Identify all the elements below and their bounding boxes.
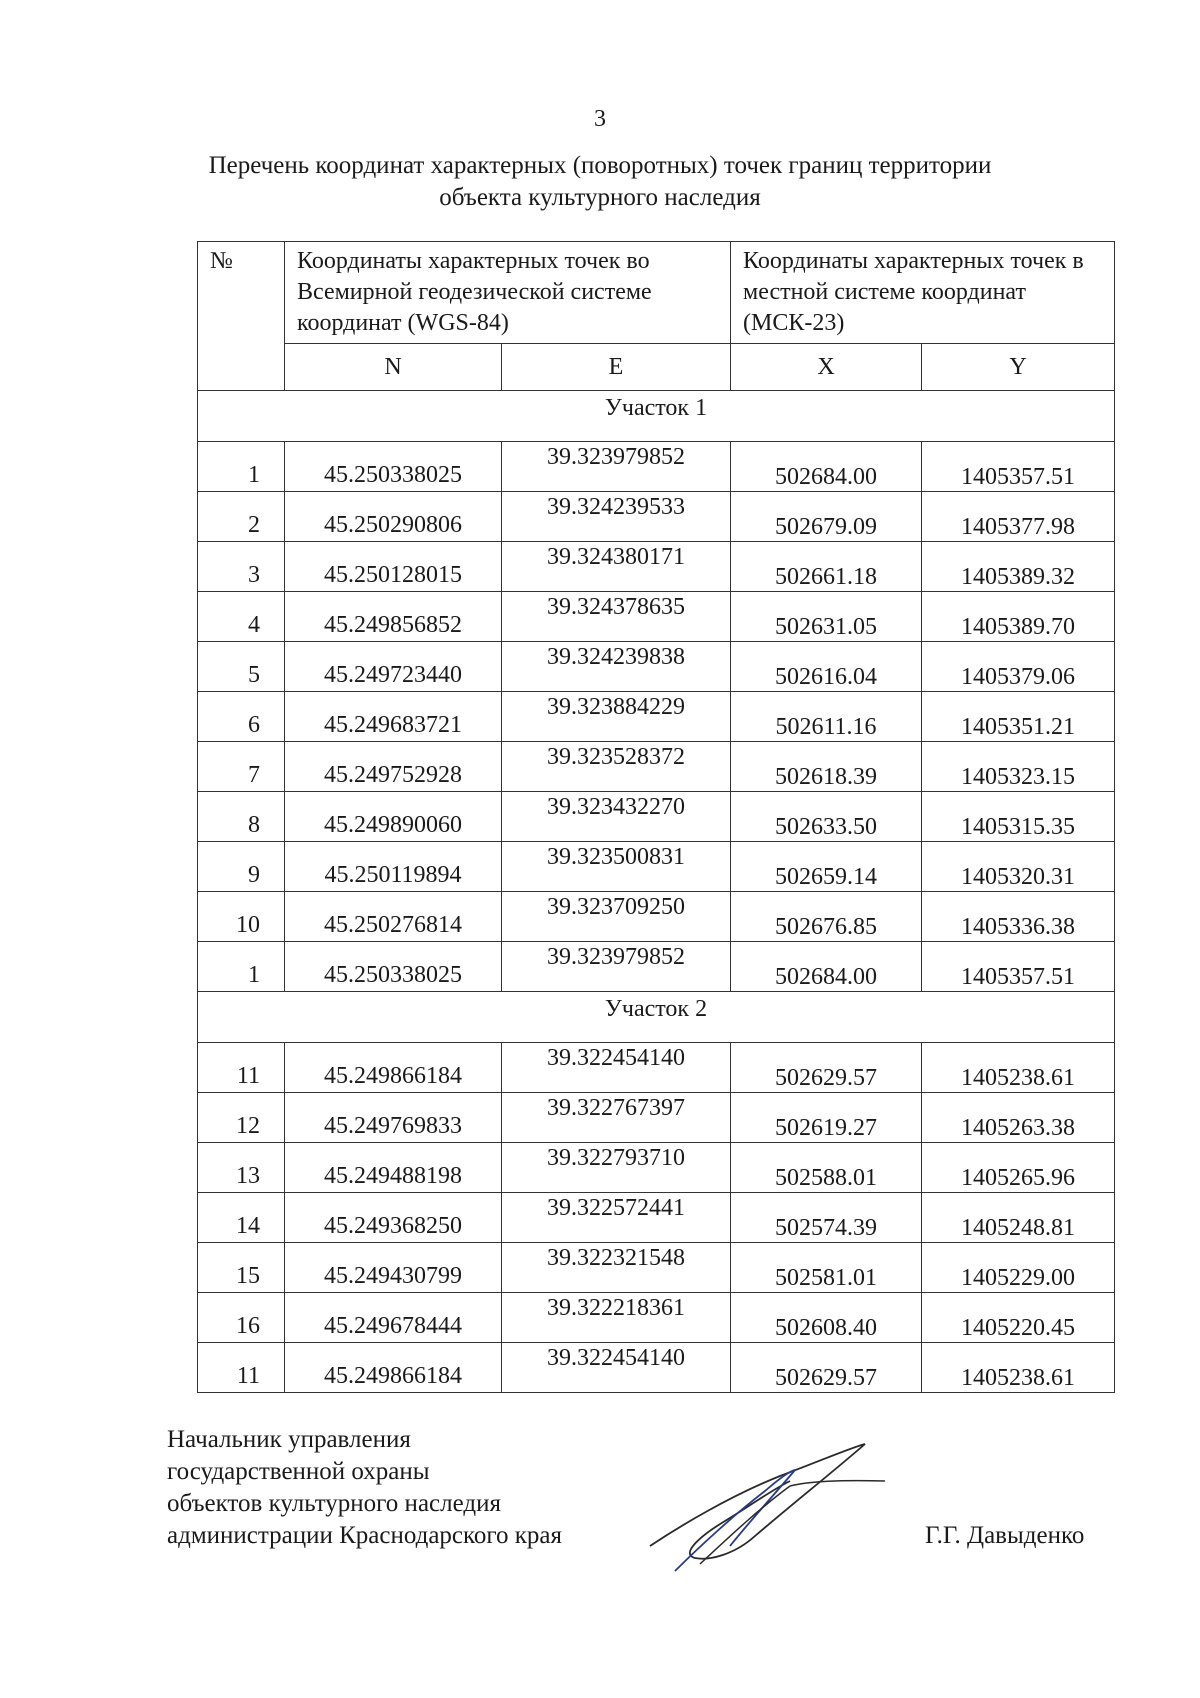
cell-e: 39.324239838 (502, 642, 731, 692)
cell-x: 502659.14 (731, 842, 922, 892)
cell-point-number: 6 (198, 692, 285, 742)
cell-y: 1405229.00 (922, 1243, 1115, 1293)
table-row (198, 1243, 1115, 1293)
cell-point-number: 15 (198, 1243, 285, 1293)
cell-n: 45.249723440 (285, 642, 502, 692)
cell-e: 39.324380171 (502, 542, 731, 592)
cell-x: 502679.09 (731, 492, 922, 542)
cell-e: 39.323432270 (502, 792, 731, 842)
table-row (198, 1293, 1115, 1343)
table-row (198, 1143, 1115, 1193)
table-row (198, 892, 1115, 942)
cell-x: 502633.50 (731, 792, 922, 842)
table-row (198, 492, 1115, 542)
cell-e: 39.322218361 (502, 1293, 731, 1343)
table-row (198, 792, 1115, 842)
cell-n: 45.249866184 (285, 1043, 502, 1093)
cell-e: 39.323709250 (502, 892, 731, 942)
cell-point-number: 10 (198, 892, 285, 942)
cell-x: 502588.01 (731, 1143, 922, 1193)
header-wgs84-group: Координаты характерных точек во Всемирной геодезической системе координат (WGS-84) (285, 242, 731, 344)
table-row (198, 1093, 1115, 1143)
cell-point-number: 13 (198, 1143, 285, 1193)
cell-n: 45.249683721 (285, 692, 502, 742)
section-title: Участок 2 (198, 992, 1115, 1043)
cell-point-number: 12 (198, 1093, 285, 1143)
header-col-n: N (285, 344, 502, 391)
cell-x: 502574.39 (731, 1193, 922, 1243)
cell-e: 39.322793710 (502, 1143, 731, 1193)
cell-point-number: 8 (198, 792, 285, 842)
cell-y: 1405351.21 (922, 692, 1115, 742)
cell-e: 39.323884229 (502, 692, 731, 742)
cell-y: 1405265.96 (922, 1143, 1115, 1193)
cell-x: 502661.18 (731, 542, 922, 592)
table-body (198, 391, 1115, 1393)
cell-n: 45.250290806 (285, 492, 502, 542)
cell-y: 1405238.61 (922, 1343, 1115, 1393)
cell-n: 45.249866184 (285, 1343, 502, 1393)
cell-y: 1405357.51 (922, 442, 1115, 492)
cell-n: 45.250276814 (285, 892, 502, 942)
cell-e: 39.324378635 (502, 592, 731, 642)
cell-n: 45.250338025 (285, 442, 502, 492)
cell-point-number: 1 (198, 942, 285, 992)
cell-n: 45.249856852 (285, 592, 502, 642)
cell-e: 39.322454140 (502, 1043, 731, 1093)
cell-e: 39.324239533 (502, 492, 731, 542)
cell-x: 502676.85 (731, 892, 922, 942)
header-col-y: Y (922, 344, 1115, 391)
cell-e: 39.323528372 (502, 742, 731, 792)
cell-e: 39.322454140 (502, 1343, 731, 1393)
cell-y: 1405220.45 (922, 1293, 1115, 1343)
header-msk23-group: Координаты характерных точек в местной системе координат (МСК-23) (731, 242, 1115, 344)
cell-x: 502684.00 (731, 942, 922, 992)
signer-line-4: администрации Краснодарского края (167, 1522, 563, 1549)
handwritten-signature (640, 1436, 900, 1581)
table-row (198, 592, 1115, 642)
cell-x: 502611.16 (731, 692, 922, 742)
signer-name: Г.Г. Давыденко (925, 1522, 1085, 1549)
section-title: Участок 1 (198, 391, 1115, 442)
cell-n: 45.250338025 (285, 942, 502, 992)
table-row (198, 1343, 1115, 1393)
cell-y: 1405389.32 (922, 542, 1115, 592)
cell-y: 1405379.06 (922, 642, 1115, 692)
table-row (198, 942, 1115, 992)
cell-x: 502684.00 (731, 442, 922, 492)
cell-x: 502629.57 (731, 1043, 922, 1093)
cell-n: 45.250119894 (285, 842, 502, 892)
cell-e: 39.323500831 (502, 842, 731, 892)
cell-n: 45.249752928 (285, 742, 502, 792)
cell-point-number: 1 (198, 442, 285, 492)
header-col-x: X (731, 344, 922, 391)
cell-x: 502616.04 (731, 642, 922, 692)
cell-y: 1405323.15 (922, 742, 1115, 792)
cell-n: 45.250128015 (285, 542, 502, 592)
title-line-2: объекта культурного наследия (439, 184, 761, 211)
cell-y: 1405357.51 (922, 942, 1115, 992)
cell-point-number: 14 (198, 1193, 285, 1243)
title-line-1: Перечень координат характерных (поворотных) точек границ территории (208, 152, 992, 179)
table-header (198, 242, 1115, 391)
cell-point-number: 7 (198, 742, 285, 792)
cell-y: 1405389.70 (922, 592, 1115, 642)
document-title (150, 150, 1050, 214)
cell-y: 1405336.38 (922, 892, 1115, 942)
cell-x: 502629.57 (731, 1343, 922, 1393)
signer-line-3: объектов культурного наследия (167, 1490, 501, 1517)
table-row (198, 842, 1115, 892)
header-number: № (198, 242, 285, 391)
cell-x: 502631.05 (731, 592, 922, 642)
cell-x: 502608.40 (731, 1293, 922, 1343)
cell-y: 1405248.81 (922, 1193, 1115, 1243)
table-row (198, 1043, 1115, 1093)
cell-y: 1405238.61 (922, 1043, 1115, 1093)
cell-n: 45.249430799 (285, 1243, 502, 1293)
table-row (198, 742, 1115, 792)
cell-n: 45.249769833 (285, 1093, 502, 1143)
cell-e: 39.322572441 (502, 1193, 731, 1243)
table-row (198, 692, 1115, 742)
table-row (198, 542, 1115, 592)
cell-point-number: 3 (198, 542, 285, 592)
table-row (198, 442, 1115, 492)
signature-graphic (640, 1436, 900, 1576)
table-row (198, 642, 1115, 692)
section-row (198, 992, 1115, 1043)
cell-n: 45.249678444 (285, 1293, 502, 1343)
signer-line-1: Начальник управления (167, 1426, 411, 1453)
cell-point-number: 5 (198, 642, 285, 692)
cell-e: 39.323979852 (502, 442, 731, 492)
signer-position (167, 1424, 562, 1552)
cell-point-number: 2 (198, 492, 285, 542)
coordinates-table (197, 241, 1115, 1393)
header-col-e: E (502, 344, 731, 391)
cell-n: 45.249488198 (285, 1143, 502, 1193)
cell-x: 502619.27 (731, 1093, 922, 1143)
cell-x: 502618.39 (731, 742, 922, 792)
cell-x: 502581.01 (731, 1243, 922, 1293)
cell-y: 1405377.98 (922, 492, 1115, 542)
page-number: 3 (594, 106, 606, 132)
cell-point-number: 4 (198, 592, 285, 642)
section-row (198, 391, 1115, 442)
cell-point-number: 11 (198, 1043, 285, 1093)
cell-point-number: 16 (198, 1293, 285, 1343)
cell-e: 39.322321548 (502, 1243, 731, 1293)
cell-point-number: 9 (198, 842, 285, 892)
cell-e: 39.322767397 (502, 1093, 731, 1143)
cell-n: 45.249890060 (285, 792, 502, 842)
cell-y: 1405263.38 (922, 1093, 1115, 1143)
cell-e: 39.323979852 (502, 942, 731, 992)
cell-y: 1405315.35 (922, 792, 1115, 842)
signer-line-2: государственной охраны (167, 1458, 430, 1485)
cell-y: 1405320.31 (922, 842, 1115, 892)
table-row (198, 1193, 1115, 1243)
cell-n: 45.249368250 (285, 1193, 502, 1243)
cell-point-number: 11 (198, 1343, 285, 1393)
